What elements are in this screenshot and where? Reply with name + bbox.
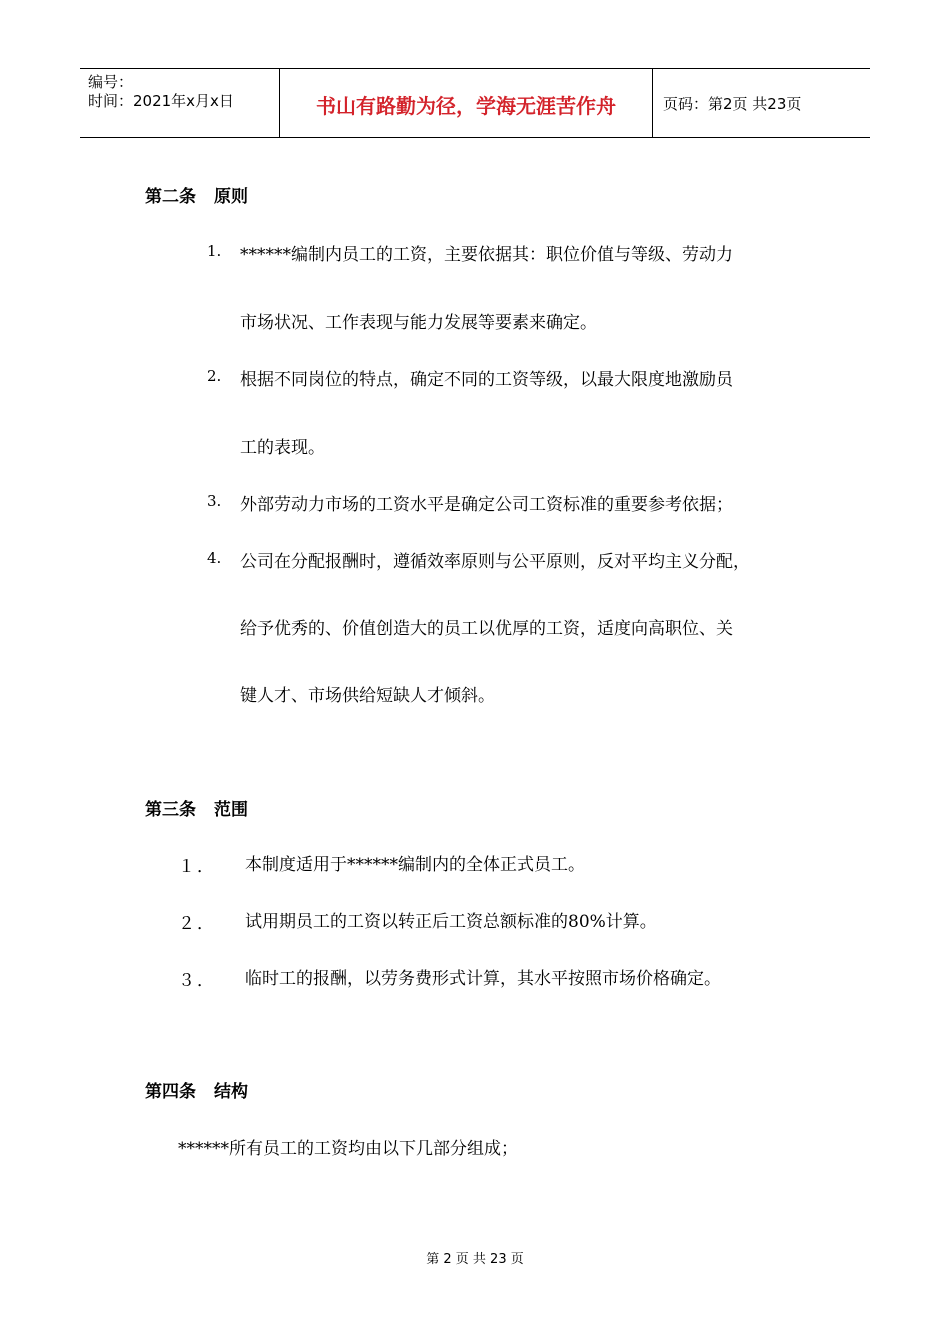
- list-item-number: ３．: [178, 971, 216, 991]
- number-label: 编号：: [88, 73, 134, 91]
- paragraph-line: 本制度适用于******编制内的全体正式员工。: [245, 855, 585, 875]
- paragraph-line: 市场状况、工作表现与能力发展等要素来确定。: [240, 313, 597, 333]
- paragraph-line: ******所有员工的工资均由以下几部分组成；: [178, 1139, 518, 1159]
- article-4-number: 第四条: [145, 1082, 196, 1102]
- paragraph-line: 键人才、市场供给短缺人才倾斜。: [240, 686, 495, 706]
- list-item-number: ２．: [178, 914, 216, 934]
- header-motto: 书山有路勤为径，学海无涯苦作舟: [280, 69, 653, 137]
- header-page-info: 页码：第2页 共23页: [663, 94, 802, 113]
- time-label: 时间：2021年x月x日: [88, 92, 234, 110]
- list-item-number: 4.: [207, 549, 222, 567]
- article-2-heading: [145, 182, 248, 207]
- paragraph-line: 临时工的报酬，以劳务费形式计算，其水平按照市场价格确定。: [245, 969, 721, 989]
- list-item-number: 1.: [207, 242, 222, 260]
- article-2-number: 第二条: [145, 187, 196, 207]
- article-3-title: 范围: [214, 800, 248, 820]
- article-2-title: 原则: [214, 187, 248, 207]
- article-4-heading: [145, 1077, 248, 1102]
- paragraph-line: 公司在分配报酬时，遵循效率原则与公平原则，反对平均主义分配，: [240, 552, 750, 572]
- list-item-number: １．: [178, 857, 216, 877]
- paragraph-line: 试用期员工的工资以转正后工资总额标准的80%计算。: [245, 912, 657, 932]
- article-4-title: 结构: [214, 1082, 248, 1102]
- list-item-number: 2.: [207, 367, 222, 385]
- article-3-number: 第三条: [145, 800, 196, 820]
- paragraph-line: 根据不同岗位的特点，确定不同的工资等级，以最大限度地激励员: [240, 370, 733, 390]
- paragraph-line: 工的表现。: [240, 438, 325, 458]
- page-footer: 第 2 页 共 23 页: [426, 1252, 524, 1267]
- header-meta: [80, 69, 280, 137]
- paragraph-line: ******编制内员工的工资，主要依据其：职位价值与等级、劳动力: [240, 245, 733, 265]
- page-header: [80, 68, 870, 138]
- paragraph-line: 外部劳动力市场的工资水平是确定公司工资标准的重要参考依据；: [240, 495, 733, 515]
- list-item-number: 3.: [207, 492, 222, 510]
- article-3-heading: [145, 795, 248, 820]
- paragraph-line: 给予优秀的、价值创造大的员工以优厚的工资，适度向高职位、关: [240, 619, 733, 639]
